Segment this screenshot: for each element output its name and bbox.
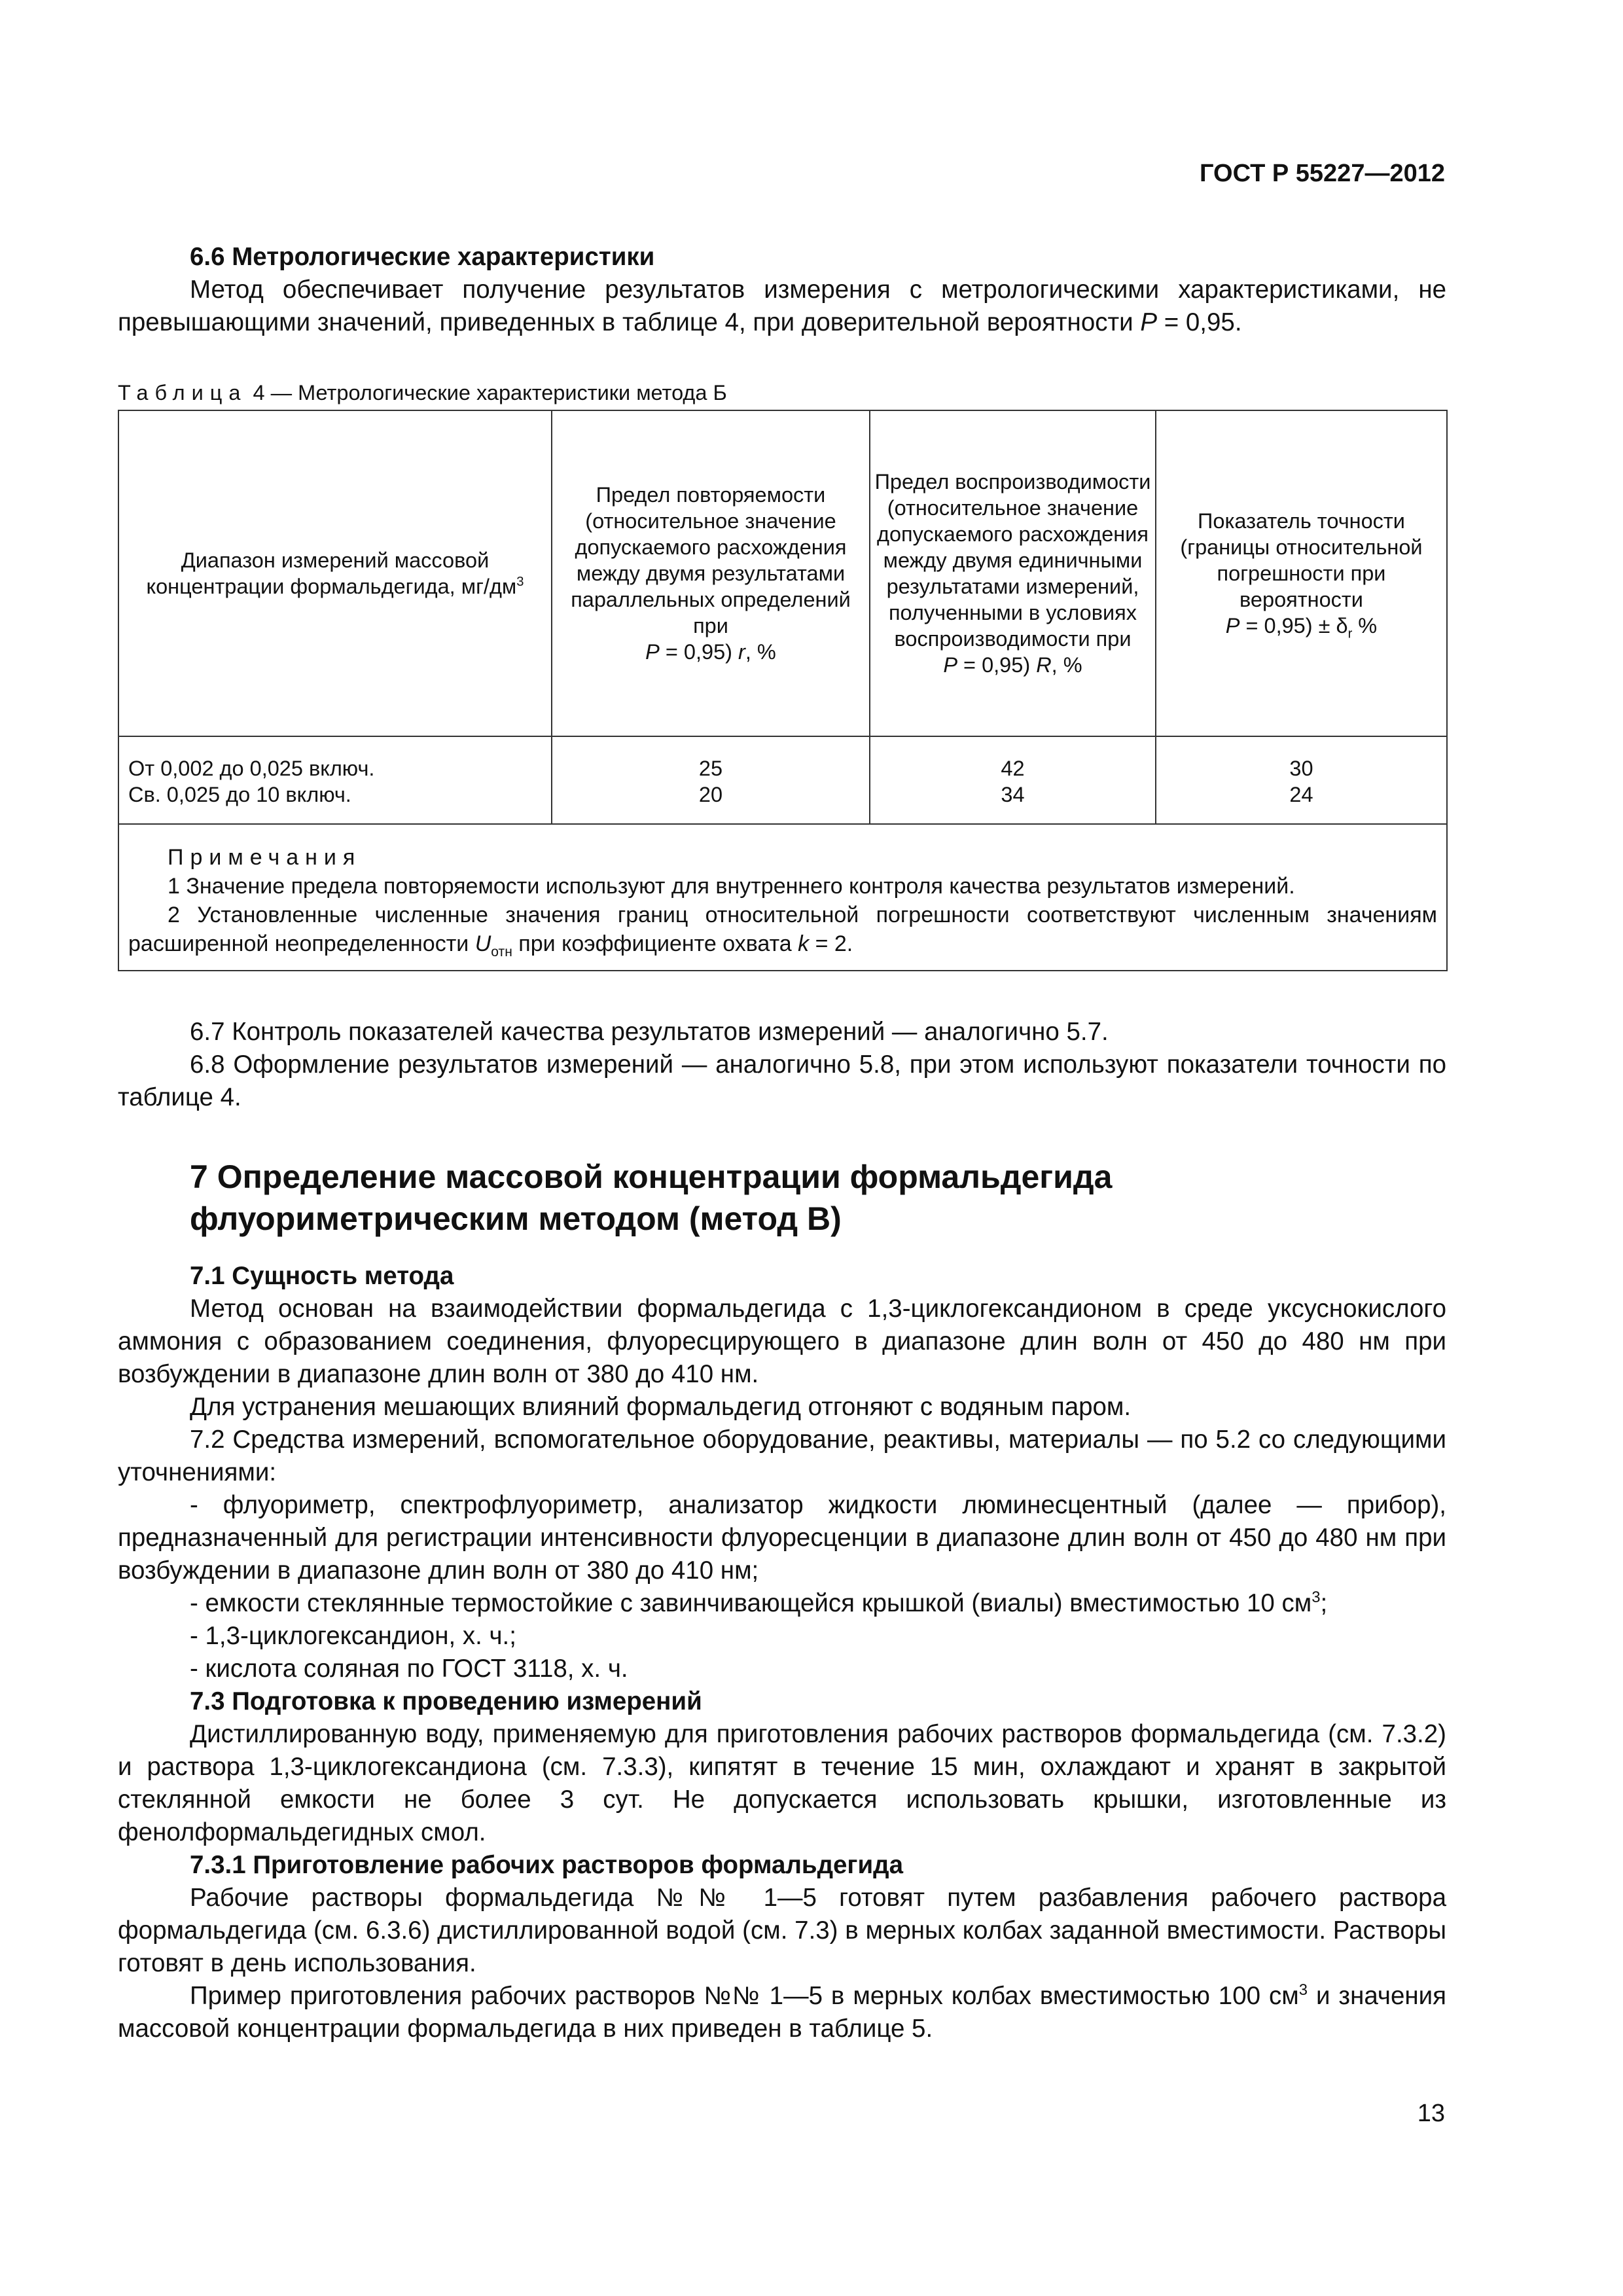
section-7-1-text-2: Для устранения мешающих влияний формальдегид отгоняют с водяным паром. bbox=[190, 1393, 1132, 1421]
section-7-3-text: Дистиллированную воду, применяемую для приготовления рабочих растворов формальдегида (см. 7.3.2) и раствора 1,3-циклогександиона (см. 7.3.3), кипятят в течение 15 мин, охлаждают и хранят в закрытой стеклянной емкости не более 3 сут. Не допускается использовать крышки, изготовленные из фенолформальдегидных смол. bbox=[118, 1720, 1446, 1846]
section-7 bbox=[118, 1156, 1446, 1240]
note-2: 2 Установленные численные значения границ относительной погрешности соответствуют численным значениям расширенной неопределенности $U_{отн}$ при коэффициенте охвата k = 2. bbox=[128, 903, 1437, 960]
section-7-3-title: 7.3 Подготовка к проведению измерений bbox=[190, 1687, 702, 1715]
reproducibility-cell: 42 34 bbox=[870, 736, 1156, 824]
section-6-8-text: 6.8 Оформление результатов измерений — аналогично 5.8, при этом используют показатели точности по таблице 4. bbox=[118, 1050, 1446, 1111]
section-7-title-line2: флуориметрическим методом (метод В) bbox=[190, 1200, 842, 1237]
table-row bbox=[118, 736, 1447, 824]
section-7-title-line1: 7 Определение массовой концентрации формальдегида bbox=[190, 1158, 1113, 1195]
list-item: - 1,3-циклогександион, х. ч.; bbox=[190, 1622, 516, 1650]
list-item: - флуориметр, спектрофлуориметр, анализатор жидкости люминесцентный (далее — прибор), предназначенный для регистрации интенсивности флуоресценции в диапазоне длин волн от 450 до 480 нм при возбуждении в диапазоне длин волн от 380 до 410 нм; bbox=[118, 1491, 1446, 1585]
table-4 bbox=[118, 410, 1448, 971]
section-7-body bbox=[118, 1260, 1446, 2045]
list-item: - емкости стеклянные термостойкие с завинчивающейся крышкой (виалы) вместимостью 10 $см^3$; bbox=[190, 1588, 1328, 1617]
section-7-3-1-text: Рабочие растворы формальдегида №№ 1—5 готовят путем разбавления рабочего раствора формальдегида (см. 6.3.6) дистиллированной водой (см. 7.3) в мерных колбах заданной вместимости. Растворы готовят в день использования. bbox=[118, 1884, 1446, 1977]
notes-title: Примечания bbox=[168, 845, 362, 870]
list-item: - кислота соляная по ГОСТ 3118, х. ч. bbox=[190, 1655, 628, 1683]
col-header-range: Диапазон измерений массовой концентрации формальдегида, $мг/дм^3$ bbox=[118, 410, 552, 736]
table-header-row bbox=[118, 410, 1447, 736]
document-id: ГОСТ Р 55227—2012 bbox=[1200, 160, 1445, 187]
table-4-block bbox=[118, 378, 1446, 971]
section-7-3-1-text-2: Пример приготовления рабочих растворов №№ 1—5 в мерных колбах вместимостью 100 $см^3$ и значения массовой концентрации формальдегида в них приведен в таблице 5. bbox=[118, 1981, 1446, 2043]
note-1: 1 Значение предела повторяемости используют для внутреннего контроля качества результатов измерений. bbox=[168, 874, 1295, 899]
table-notes bbox=[118, 824, 1447, 971]
col-header-reproducibility: Предел воспроизводимости (относительное значение допускаемого расхождения между двумя единичными результатами измерений, полученными в условиях воспроизводимости при P = 0,95) R, % bbox=[870, 410, 1156, 736]
table-notes-row bbox=[118, 824, 1447, 971]
section-7-1-text: Метод основан на взаимодействии формальдегида с 1,3-циклогександионом в среде уксуснокислого аммония с образованием соединения, флуоресцирующего в диапазоне длин волн от 450 до 480 нм при возбуждении в диапазоне длин волн от 380 до 410 нм. bbox=[118, 1295, 1446, 1388]
section-7-1-title: 7.1 Сущность метода bbox=[190, 1262, 454, 1290]
col-header-accuracy: Показатель точности (границы относительной погрешности при вероятности $P = 0,95) \pm \delta_r$ % bbox=[1156, 410, 1447, 736]
section-6-6-text: Метод обеспечивает получение результатов измерения с метрологическими характеристиками, не превышающими значений, приведенных в таблице 4, при доверительной вероятности P = 0,95. bbox=[118, 276, 1446, 336]
section-7-2-text: 7.2 Средства измерений, вспомогательное оборудование, реактивы, материалы — по 5.2 со следующими уточнениями: bbox=[118, 1426, 1446, 1486]
accuracy-cell: 30 24 bbox=[1156, 736, 1447, 824]
repeatability-cell: 25 20 bbox=[552, 736, 870, 824]
page-number: 13 bbox=[1417, 2100, 1445, 2127]
section-7-3-1-title: 7.3.1 Приготовление рабочих растворов формальдегида bbox=[190, 1851, 903, 1879]
table-4-caption: Таблица 4 — Метрологические характеристики метода Б bbox=[118, 381, 727, 404]
col-header-repeatability: Предел повторяемости (относительное значение допускаемого расхождения между двумя результатами параллельных определений при P = 0,95) r, % bbox=[552, 410, 870, 736]
sections-6-7-6-8 bbox=[118, 1016, 1446, 1114]
section-6-6-title: 6.6 Метрологические характеристики bbox=[190, 243, 655, 271]
section-6-7-text: 6.7 Контроль показателей качества результатов измерений — аналогично 5.7. bbox=[190, 1018, 1109, 1046]
section-6-6 bbox=[118, 241, 1446, 339]
range-cell: От 0,002 до 0,025 включ. Св. 0,025 до 10 включ. bbox=[118, 736, 552, 824]
